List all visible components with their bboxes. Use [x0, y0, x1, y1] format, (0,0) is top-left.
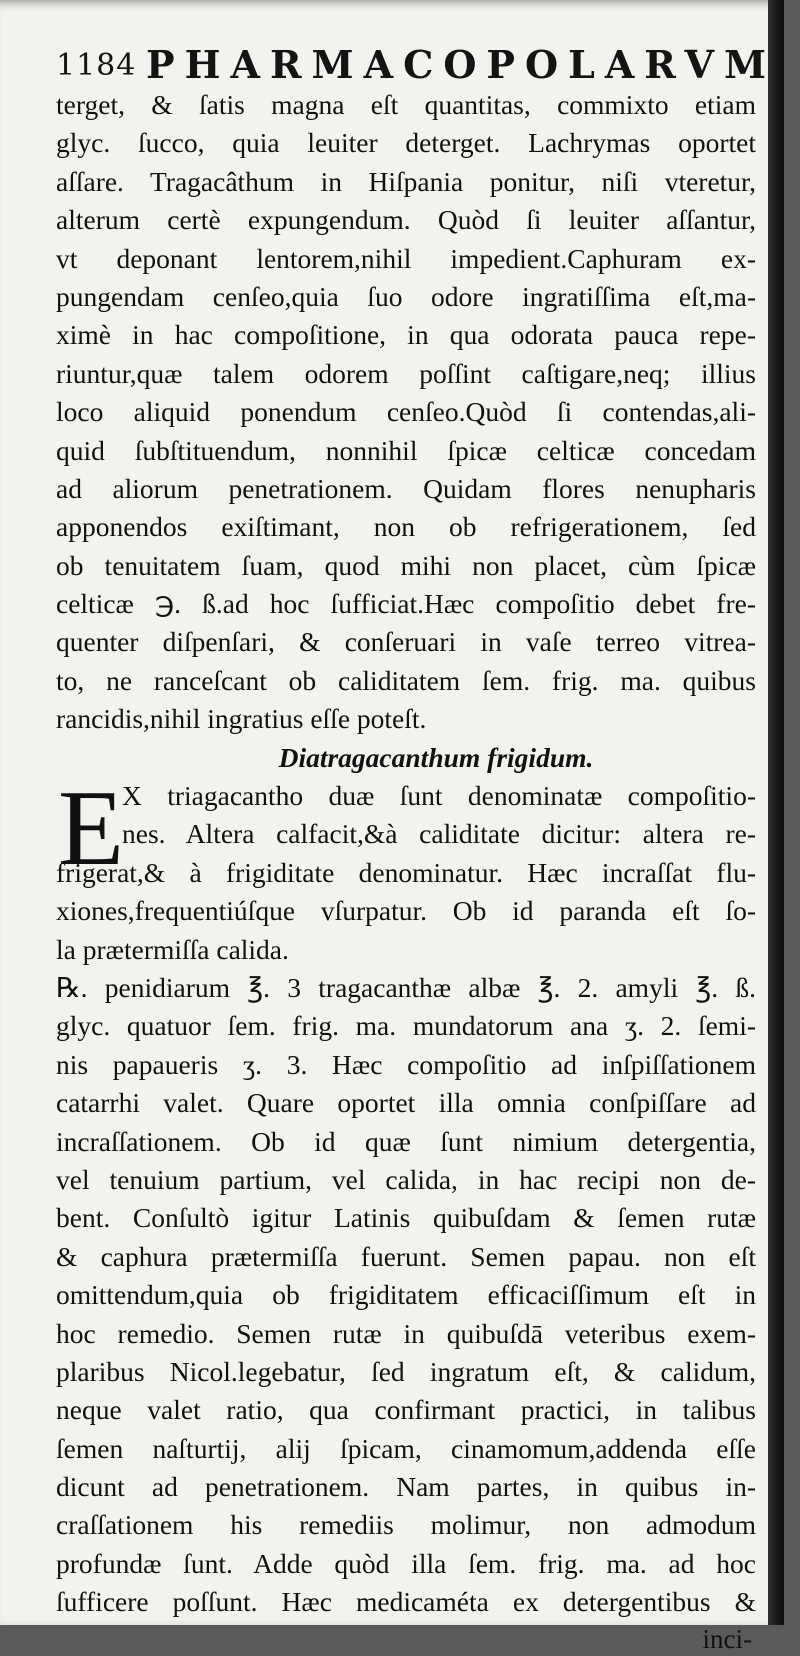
text-line: pungendam cenſeo,quia ſuo odore ingratiſſima eſt,ma-	[56, 280, 756, 312]
page-number: 1184	[56, 48, 137, 83]
text-line: profundæ ſunt. Adde quòd illa ſem. frig. ma. ad hoc	[56, 1547, 756, 1579]
text-line: quenter diſpenſari, & conſeruari in vaſe terreo vitrea-	[56, 626, 756, 658]
catchword: inci-	[702, 1623, 752, 1654]
text-line: hoc remedio. Semen rutæ in quibuſdā veteribus exem-	[56, 1317, 756, 1349]
text-line: plaribus Nicol.legebatur, ſed ingratum eſt, & calidum,	[56, 1355, 756, 1387]
text-line: catarrhi valet. Quare oportet illa omnia conſpiſſare ad	[56, 1087, 756, 1119]
text-line: rancidis,nihil ingratius eſſe poteſt.	[56, 703, 427, 735]
section-subtitle: Diatragacanthum frigidum.	[278, 741, 594, 773]
text-line: ob tenuitatem ſuam, quod mihi non placet, cùm ſpicæ	[56, 549, 756, 581]
text-line: ſemen naſturtij, alij ſpicam, cinamomum,addenda eſſe	[56, 1432, 756, 1464]
text-line: aſſare. Tragacâthum in Hiſpania ponitur, niſi vteretur,	[56, 165, 756, 197]
body-text	[56, 86, 756, 1656]
text-line: ℞. penidiarum ℥. 3 tragacanthæ albæ ℥. 2. amyli ℥. ß.	[56, 971, 756, 1003]
drop-cap-letter: E	[58, 769, 124, 889]
text-line: glyc. quatuor ſem. frig. ma. mundatorum ana ʒ. 2. ſemi-	[56, 1010, 756, 1042]
text-line: nis papaueris ʒ. 3. Hæc compoſitio ad inſpiſſationem	[56, 1048, 756, 1080]
text-line: neque valet ratio, qua confirmant practici, in talibus	[56, 1394, 756, 1426]
text-line: apponendos exiſtimant, non ob refrigerationem, ſed	[56, 511, 756, 543]
paragraph-tragacanthum-commentary	[56, 86, 756, 739]
text-line: & caphura prætermiſſa fuerunt. Semen papau. non eſt	[56, 1240, 756, 1272]
text-line: frigerat,& à frigiditate denominatur. Hæc incraſſat flu-	[56, 856, 756, 888]
text-line: nes. Altera calfacit,&à caliditate dicitur: altera re-	[122, 818, 756, 850]
text-line: omittendum,quia ob frigiditatem efficaciſſimum eſt in	[56, 1279, 756, 1311]
text-line: vel tenuium partium, vel calida, in hac recipi non de-	[56, 1163, 756, 1195]
text-line: ſufficere poſſunt. Hæc medicaméta ex detergentibus &	[56, 1586, 756, 1618]
text-line: glyc. ſucco, quia leuiter deterget. Lachrymas oportet	[56, 127, 756, 159]
text-line: xiones,frequentiúſque vſurpatur. Ob id paranda eſt ſo-	[56, 895, 756, 927]
text-line: loco aliquid ponendum cenſeo.Quòd ſi contendas,ali-	[56, 396, 756, 428]
text-line: vt deponant lentorem,nihil impedient.Caphuram ex-	[56, 242, 756, 274]
text-line: to, ne ranceſcant ob caliditatem ſem. frig. ma. quibus	[56, 664, 756, 696]
text-line: riuntur,quæ talem odorem poſſint caſtigare,neq; illius	[56, 357, 756, 389]
text-line: terget, & ſatis magna eſt quantitas, commixto etiam	[56, 89, 756, 120]
page-header	[56, 36, 777, 88]
running-head: PHARMACOPOLARVM	[146, 42, 777, 87]
text-line: celticæ ℈. ß.ad hoc ſufficiat.Hæc compoſitio debet fre-	[56, 588, 756, 620]
text-line: X triagacantho duæ ſunt denominatæ compoſitio-	[122, 780, 756, 812]
text-line: dicunt ad penetrationem. Nam partes, in quibus in-	[56, 1471, 756, 1503]
paragraph-recipe-and-commentary	[56, 854, 756, 1622]
text-line: craſſationem his remediis molimur, non admodum	[56, 1509, 756, 1541]
text-line: ad aliorum penetrationem. Quidam flores nenupharis	[56, 472, 756, 504]
text-line: ximè in hac compoſitione, in qua odorata pauca repe-	[56, 319, 756, 351]
text-line: bent. Conſultò igitur Latinis quibuſdam & ſemen rutæ	[56, 1202, 756, 1234]
text-line: alterum certè expungendum. Quòd ſi leuiter aſſantur,	[56, 204, 756, 236]
text-line: quid ſubſtituendum, nonnihil ſpicæ celticæ concedam	[56, 434, 756, 466]
page-edge-shadow	[768, 0, 784, 1625]
text-line: la prætermiſſa calida.	[56, 933, 289, 965]
text-line: incraſſationem. Ob id quæ ſunt nimium detergentia,	[56, 1125, 756, 1157]
